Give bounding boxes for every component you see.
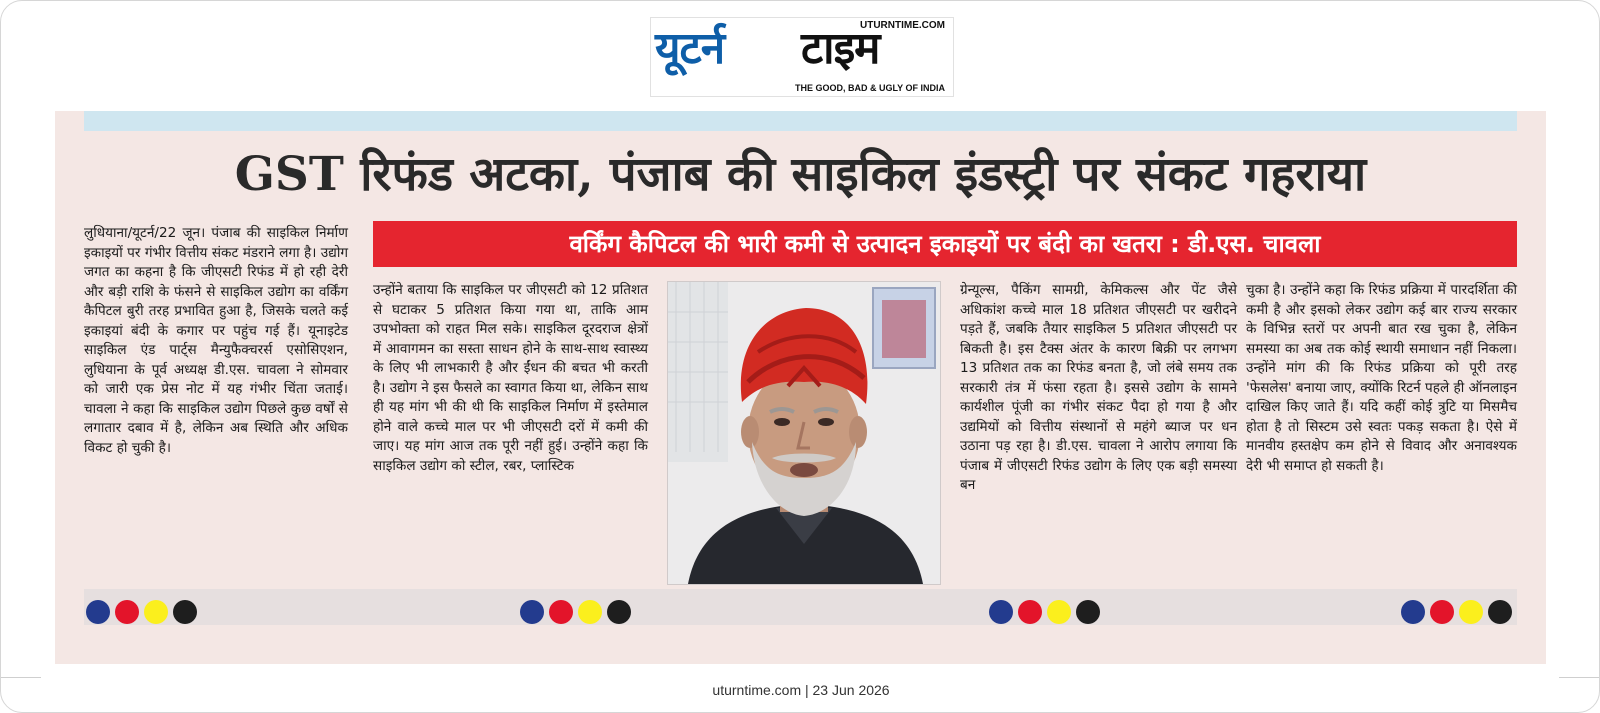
black-dot [1488, 600, 1512, 624]
newspaper-clipping [55, 111, 1546, 664]
red-dot [549, 600, 573, 624]
top-color-strip [84, 111, 1517, 131]
registration-marks-1 [86, 600, 197, 624]
yellow-dot [1459, 600, 1483, 624]
black-dot [607, 600, 631, 624]
yellow-dot [1047, 600, 1071, 624]
registration-marks-2 [520, 600, 631, 624]
masthead-title-part1: यूटर्न [655, 23, 725, 74]
red-dot [115, 600, 139, 624]
yellow-dot [578, 600, 602, 624]
blue-dot [86, 600, 110, 624]
article-column-3: ग्रेन्यूल्स, पैकिंग सामग्री, केमिकल्स और पेंट जैसे अधिकांश कच्चे माल 18 प्रतिशत जीएसटी पर खरीदने पड़ते हैं, जबकि तैयार साइकिल 5 प्रतिशत जीएसटी पर बिकती है। इस टैक्स अंतर के कारण बिक्री पर लगभग 13 प्रतिशत तक का रिफंड बनता है, जो लंबे समय तक सरकारी तंत्र में फंसा रहता है। इससे उद्योग के सामने कार्यशील पूंजी का गंभीर संकट पैदा हो गया है और उद्यमियों को वित्तीय संस्थानों से महंगे ब्याज पर धन उठाना पड़ रहा है। डी.एस. चावला ने आरोप लगाया कि पंजाब में जीएसटी रिफंड उद्योग के लिए एक बड़ी समस्या बन [960, 282, 1237, 493]
blue-dot [1401, 600, 1425, 624]
subheadline-banner [373, 221, 1517, 267]
registration-marks-3 [989, 600, 1100, 624]
footer-source: uturntime.com | 23 Jun 2026 [712, 682, 890, 698]
footer-divider-right [1559, 677, 1599, 678]
masthead-url: UTURNTIME.COM [860, 20, 945, 31]
black-dot [173, 600, 197, 624]
registration-strip [84, 589, 1517, 625]
blue-dot [989, 600, 1013, 624]
blue-dot [520, 600, 544, 624]
black-dot [1076, 600, 1100, 624]
registration-marks-4 [1401, 600, 1512, 624]
portrait-illustration [668, 282, 940, 584]
article-headline: GST रिफंड अटका, पंजाब की साइकिल इंडस्ट्री पर संकट गहराया [234, 147, 1367, 202]
yellow-dot [144, 600, 168, 624]
red-dot [1018, 600, 1042, 624]
article-column-4: चुका है। उन्होंने कहा कि रिफंड प्रक्रिया में पारदर्शिता की कमी है और इसको लेकर उद्योग कई बार राज्य सरकार के विभिन्न स्तरों पर अपनी बात रख चुका है, लेकिन समस्या का अब तक कोई स्थायी समाधान नहीं निकला। उन्होंने मांग की कि रिफंड प्रक्रिया को पूरी तरह 'फेसलेस' बनाया जाए, क्योंकि रिटर्न पहले ही ऑनलाइन दाखिल किए जाते हैं। यदि कहीं कोई त्रुटि या मिसमैच होता है तो सिस्टम उसे स्वतः पकड़ सकता है। ऐसे में मानवीय हस्तक्षेप कम होने से विवाद और अनावश्यक देरी भी समाप्त हो सकती है। [1246, 282, 1517, 474]
article-subheadline: वर्किंग कैपिटल की भारी कमी से उत्पादन इकाइयों पर बंदी का खतरा : डी.एस. चावला [569, 230, 1321, 258]
portrait-photo [667, 281, 941, 585]
article-column-1: लुधियाना/यूटर्न/22 जून। पंजाब की साइकिल निर्माण इकाइयों पर गंभीर वित्तीय संकट मंडराने लगा है। उद्योग जगत का कहना है कि जीएसटी रिफंड में हो रही देरी और बड़ी राशि के फंसने से साइकिल उद्योग का वर्किंग कैपिटल बुरी तरह प्रभावित हुआ है, जिसके चलते कई इकाइयां बंदी के कगार पर पहुंच गई हैं। यूनाइटेड साइकिल एंड पार्ट्स मैन्युफैक्चरर्स एसोसिएशन, लुधियाना के पूर्व अध्यक्ष डी.एस. चावला ने सोमवार को जारी एक प्रेस नोट में यह गंभीर चिंता जताई। चावला ने कहा कि साइकिल उद्योग पिछले कुछ वर्षों से लगातार दबाव में है, लेकिन अब स्थिति और अधिक विकट हो चुकी है। [84, 225, 348, 456]
red-dot [1430, 600, 1454, 624]
masthead-logo[interactable] [650, 17, 954, 97]
footer-divider-left [1, 677, 41, 678]
masthead-title-part2: टाइम [801, 23, 880, 74]
masthead-tagline: THE GOOD, BAD & UGLY OF INDIA [794, 83, 945, 93]
article-column-2: उन्होंने बताया कि साइकिल पर जीएसटी को 12 प्रतिशत से घटाकर 5 प्रतिशत किया गया था, ताकि आम उपभोक्ता को राहत मिल सके। साइकिल दूरदराज क्षेत्रों में आवागमन का सस्ता साधन होने के साथ-साथ स्वास्थ्य के लिए भी लाभकारी है और ईंधन की बचत भी करती है। उद्योग ने इस फैसले का स्वागत किया था, लेकिन साथ ही यह मांग भी की थी कि साइकिल निर्माण में इस्तेमाल होने वाले कच्चे माल पर भी जीएसटी दरों में कमी की जाए। यह मांग आज तक पूरी नहीं हुई। उन्होंने कहा कि साइकिल उद्योग को स्टील, रबर, प्लास्टिक [373, 282, 648, 474]
